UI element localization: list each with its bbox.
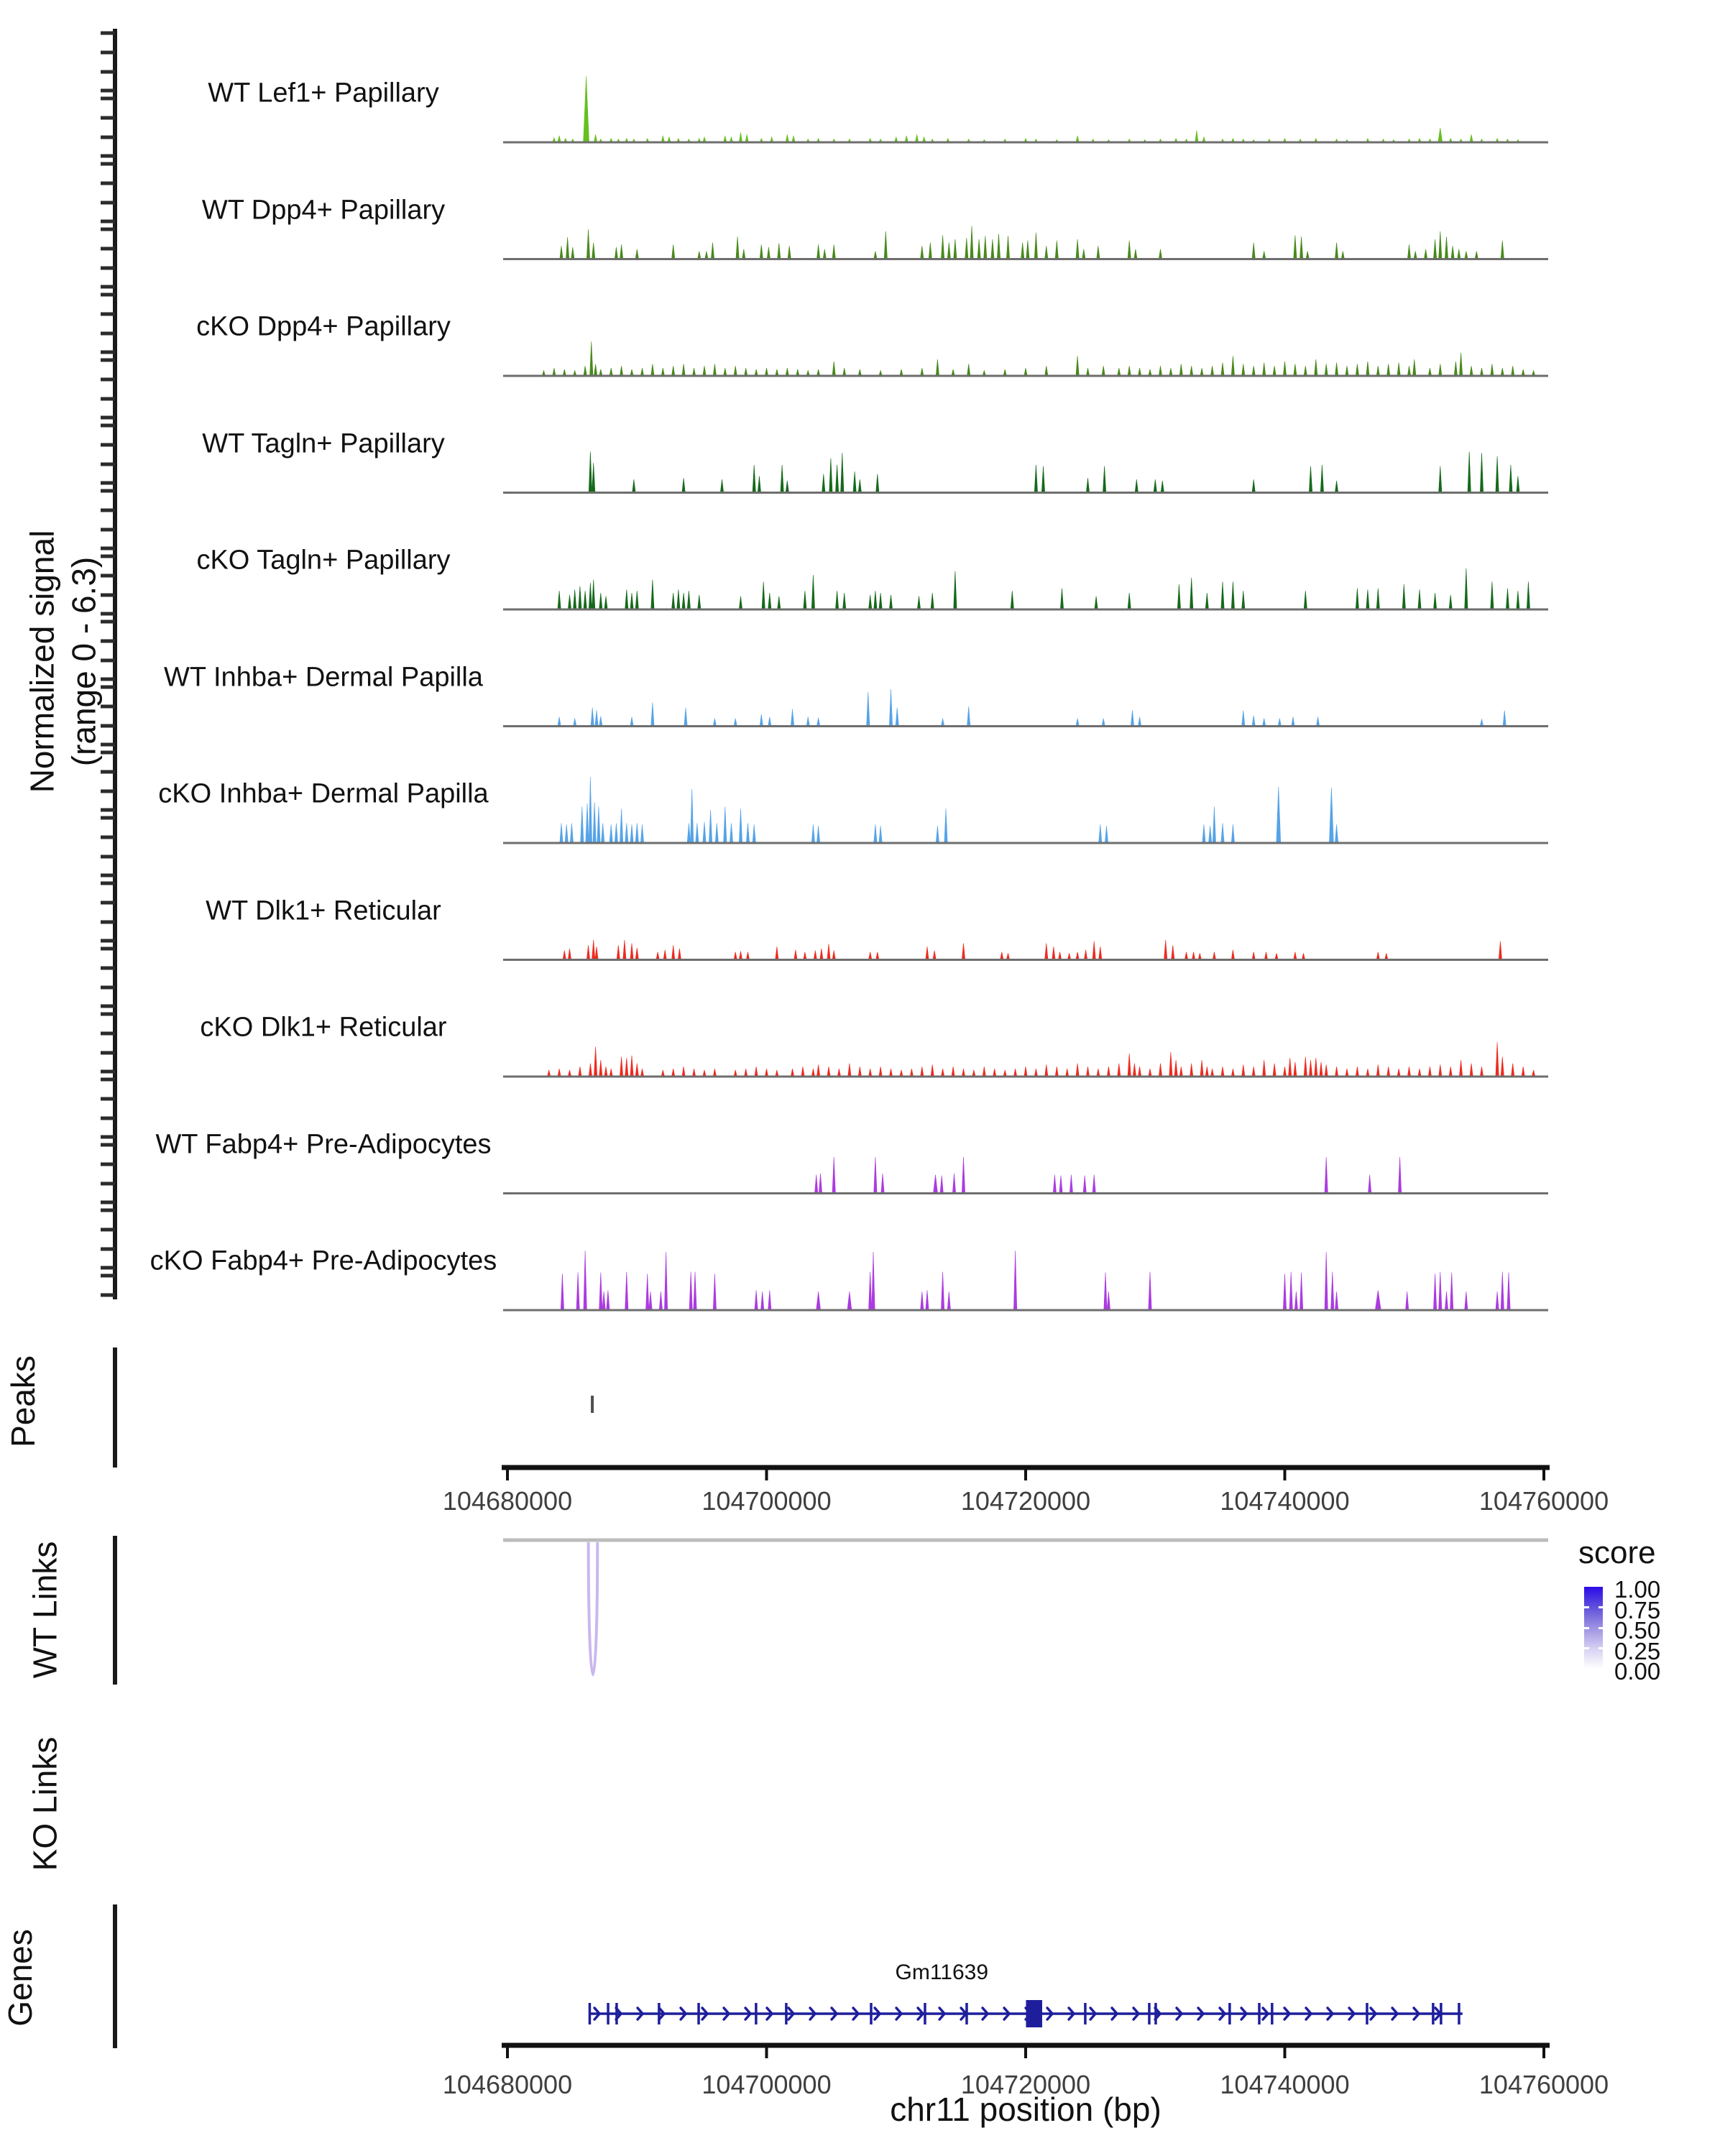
score-legend-tick-label: 1.00 [1614,1576,1661,1603]
score-legend-tick-label: 0.50 [1614,1617,1661,1644]
track-label-7: cKO Inhba+ Dermal Papilla [158,778,489,809]
signal-axis-title [0,446,279,877]
ko-links-section-label: KO Links [25,1736,63,1871]
genome-axis-tick-label-top: 104680000 [442,1486,573,1516]
genome-axis-tick-label-top: 104700000 [702,1486,832,1516]
genome-axis-tick-label-top: 104720000 [960,1486,1091,1516]
genome-axis-tick-label-bottom: 104760000 [1478,2070,1609,2099]
track-label-11: cKO Fabp4+ Pre-Adipocytes [150,1245,497,1276]
wt-link-arc [589,1542,598,1675]
coverage-spikes-6 [558,689,1506,727]
track-label-2: WT Dpp4+ Papillary [201,195,446,225]
coverage-spikes-1 [553,76,1519,142]
gene-cds-box [1026,2000,1042,2027]
score-legend-tick-label: 0.00 [1614,1658,1661,1685]
score-legend-notch [1584,1627,1589,1629]
score-legend-title: score [1578,1535,1656,1570]
score-legend-notch [1584,1606,1589,1608]
track-label-8: WT Dlk1+ Reticular [206,895,441,926]
gene-name-label: Gm11639 [895,1961,989,1984]
genome-axis-tick-label-bottom: 104740000 [1220,2070,1350,2099]
coverage-spikes-7 [560,777,1338,843]
track-label-4: WT Tagln+ Papillary [202,428,445,459]
genome-axis-tick-label-bottom: 104680000 [442,2070,573,2099]
track-label-5: cKO Tagln+ Papillary [196,545,451,576]
genome-axis-tick-label-bottom: 104720000 [960,2070,1091,2099]
genome-axis-tick-label-top: 104760000 [1478,1486,1609,1516]
track-label-9: cKO Dlk1+ Reticular [200,1012,447,1043]
signal-axis-title-line1: Normalized signal [23,530,61,793]
genome-axis-tick-label-bottom: 104700000 [702,2070,832,2099]
track-label-6: WT Inhba+ Dermal Papilla [164,662,483,692]
score-legend-tick-label: 0.25 [1614,1637,1661,1664]
score-legend-notch [1598,1606,1604,1608]
coverage-spikes-4 [589,452,1519,493]
signal-axis-title-line2: (range 0 - 6.3) [64,556,102,766]
genome-axis-tick-label-top: 104740000 [1220,1486,1350,1516]
peaks-section-label: Peaks [4,1355,42,1447]
score-legend-notch [1598,1647,1604,1649]
coverage-spikes-5 [558,568,1530,609]
coverage-spikes-9 [548,1042,1535,1077]
score-legend-notch [1598,1627,1604,1629]
wt-links-section-label: WT Links [25,1541,63,1679]
score-legend-notch [1584,1647,1589,1649]
coverage-spikes-8 [563,940,1502,960]
coverage-spikes-10 [815,1157,1402,1194]
peak-mark [591,1396,594,1413]
coverage-spikes-2 [560,226,1504,259]
coverage-spikes-11 [561,1250,1510,1310]
track-label-1: WT Lef1+ Papillary [208,78,439,109]
genome-axis-title: chr11 position (bp) [890,2091,1162,2128]
track-label-3: cKO Dpp4+ Papillary [196,311,451,342]
genes-section-label: Genes [1,1929,39,2027]
score-legend-tick-label: 0.75 [1614,1596,1661,1623]
track-label-10: WT Fabp4+ Pre-Adipocytes [155,1129,492,1159]
coverage-spikes-3 [542,341,1535,376]
